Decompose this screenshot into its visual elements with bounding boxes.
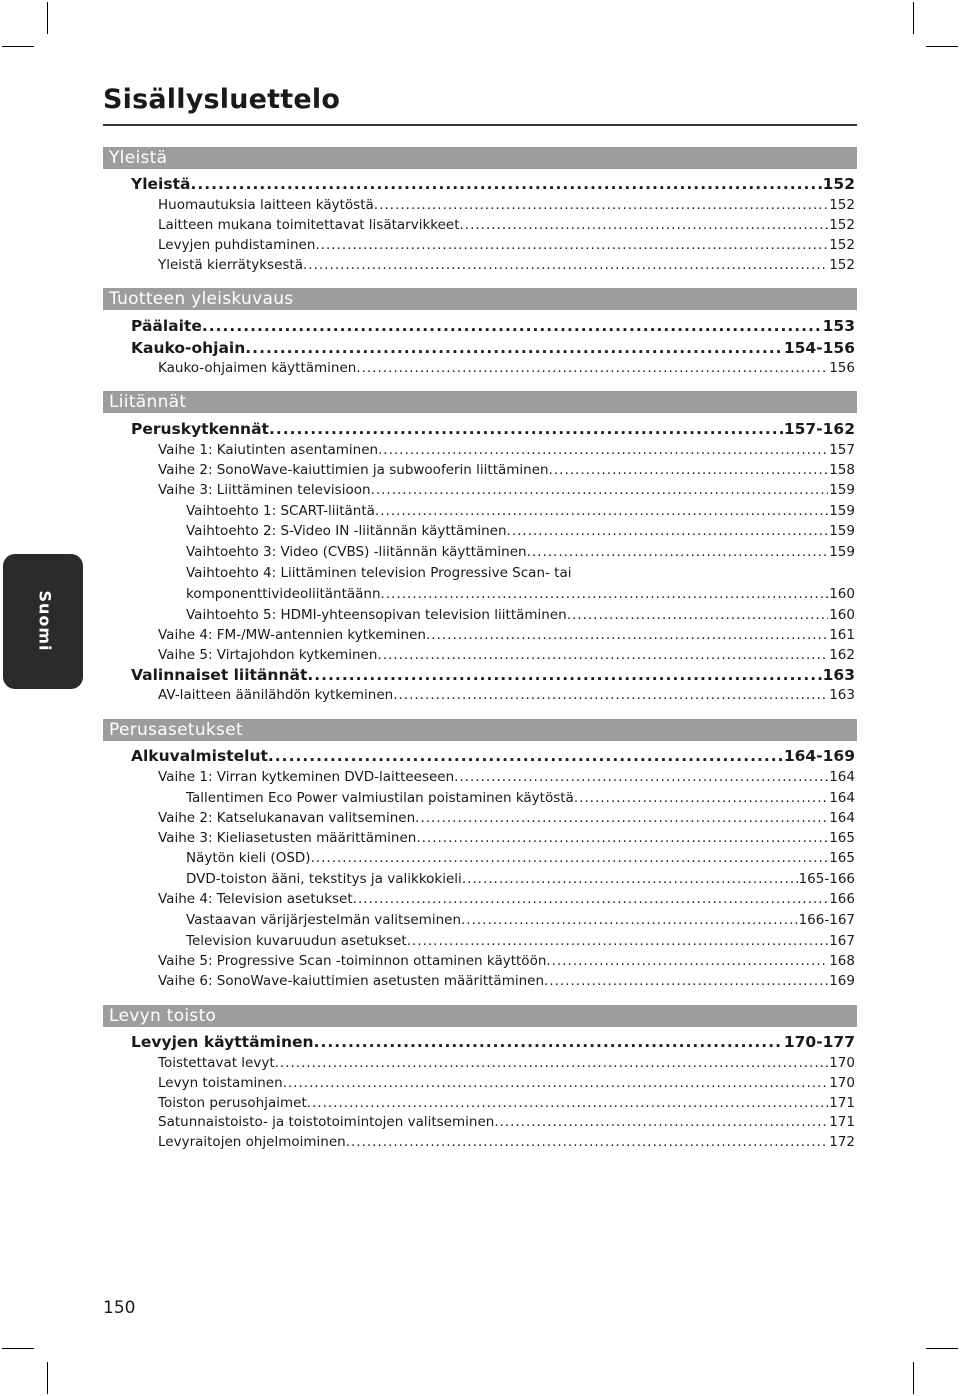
toc-entry-title: Valinnaiset liitännät (131, 666, 308, 684)
toc-entry-title: Vaihe 2: SonoWave-kaiuttimien ja subwooferin liittäminen (158, 462, 549, 478)
dot-leader (494, 1113, 828, 1132)
toc-entry-title: Kauko-ohjaimen käyttäminen (158, 360, 357, 376)
toc-entry-title: Päälaite (131, 317, 202, 335)
dot-leader (314, 1032, 783, 1052)
toc-entry[interactable] (158, 1133, 855, 1152)
dot-leader (269, 419, 783, 439)
toc-entry[interactable] (158, 1113, 855, 1132)
toc-entry[interactable] (131, 174, 855, 194)
dot-leader (374, 196, 828, 215)
toc-entry-title: Vaihtoehto 4: Liittäminen television Progressive Scan- tai (186, 565, 572, 581)
section-header: Perusasetukset (103, 719, 857, 741)
toc-entry-title: Toistettavat levyt (158, 1055, 275, 1071)
toc-page-number: 163 (829, 687, 855, 703)
toc-entry-title: Toiston perusohjaimet (158, 1095, 307, 1111)
toc-page-number: 159 (829, 544, 855, 560)
toc-page-number: 164 (829, 769, 855, 785)
toc-page-number: 164 (829, 790, 855, 806)
dot-leader (307, 1094, 828, 1113)
toc-entry-title: Vaihe 5: Progressive Scan -toiminnon ottaminen käyttöön (158, 953, 547, 969)
dot-leader (356, 359, 828, 378)
toc-entry[interactable] (158, 890, 855, 909)
dot-leader (567, 606, 829, 625)
toc-entry[interactable] (158, 1054, 855, 1073)
dot-leader (415, 809, 828, 828)
toc-entry[interactable] (131, 419, 855, 439)
toc-entry-title: Levyjen puhdistaminen (158, 237, 316, 253)
toc-entry-title: Yleistä kierrätyksestä (158, 257, 303, 273)
toc-page-number: 157 (829, 442, 855, 458)
toc-entry-title: Huomautuksia laitteen käytöstä (158, 197, 374, 213)
toc-entry[interactable] (158, 972, 855, 991)
toc-page-number: 159 (829, 523, 855, 539)
dot-leader (190, 174, 821, 194)
dot-leader (202, 316, 822, 336)
toc-entry[interactable] (158, 256, 855, 275)
dot-leader (549, 461, 829, 480)
toc-entry[interactable] (131, 338, 855, 358)
toc-page-number: 154-156 (783, 339, 855, 357)
section-header: Tuotteen yleiskuvaus (103, 288, 857, 310)
toc-page-number: 156 (829, 360, 855, 376)
section-header: Levyn toisto (103, 1005, 857, 1027)
toc-page-number: 170 (829, 1075, 855, 1091)
toc-page-number: 169 (829, 973, 855, 989)
toc-page-number: 152 (829, 257, 855, 273)
toc-page-number: 171 (829, 1114, 855, 1130)
toc-entry[interactable] (186, 849, 855, 868)
section-header: Yleistä (103, 147, 857, 169)
dot-leader (371, 481, 829, 500)
toc-page-number: 165 (829, 850, 855, 866)
toc-entry[interactable] (158, 952, 855, 971)
toc-entry-title: Levyn toistaminen (158, 1075, 283, 1091)
toc-entry[interactable] (186, 911, 855, 930)
toc-entry[interactable] (158, 626, 855, 645)
toc-entry[interactable] (186, 522, 855, 541)
toc-entry[interactable] (131, 746, 855, 766)
toc-entry-title: Vaihtoehto 2: S-Video IN -liitännän käyttäminen (186, 523, 507, 539)
toc-entry[interactable] (158, 216, 855, 235)
toc-entry-title: DVD-toiston ääni, tekstitys ja valikkokieli (186, 871, 462, 887)
toc-page-number: 165 (829, 830, 855, 846)
toc-page-number: 157-162 (783, 420, 855, 438)
toc-page-number: 164-169 (783, 747, 855, 765)
toc-entry-title: Vaihe 2: Katselukanavan valitseminen (158, 810, 416, 826)
toc-entry[interactable] (158, 646, 855, 665)
toc-entry[interactable] (158, 441, 855, 460)
dot-leader (544, 972, 828, 991)
toc-page-number: 170-177 (783, 1033, 855, 1051)
page-title: Sisällysluettelo (103, 84, 341, 115)
toc-page-number: 152 (829, 197, 855, 213)
dot-leader (461, 911, 798, 930)
dot-leader (507, 522, 829, 541)
toc-entry[interactable] (186, 789, 855, 808)
dot-leader (574, 789, 828, 808)
toc-entry-title: Vaihe 3: Liittäminen televisioon (158, 482, 371, 498)
toc-entry-title: Vaihe 3: Kieliasetusten määrittäminen (158, 830, 417, 846)
toc-entry[interactable] (158, 809, 855, 828)
toc-entry-title: Alkuvalmistelut (131, 747, 268, 765)
toc-entry[interactable] (158, 461, 855, 480)
toc-entry-title: Vaihtoehto 5: HDMI-yhteensopivan television liittäminen (186, 607, 567, 623)
toc-page-number: 163 (822, 666, 855, 684)
toc-entry-title: Vastaavan värijärjestelmän valitseminen (186, 912, 462, 928)
toc-entry[interactable] (131, 316, 855, 336)
toc-page-number: 161 (829, 627, 855, 643)
dot-leader (275, 1054, 829, 1073)
page-number: 150 (103, 1298, 136, 1318)
dot-leader (311, 849, 829, 868)
dot-leader (416, 829, 828, 848)
toc-entry[interactable] (158, 829, 855, 848)
toc-page-number: 164 (829, 810, 855, 826)
toc-entry-title: Television kuvaruudun asetukset (186, 933, 407, 949)
toc-entry-title: Peruskytkennät (131, 420, 269, 438)
toc-entry-title: Vaihe 4: FM-/MW-antennien kytkeminen (158, 627, 426, 643)
toc-entry[interactable] (158, 768, 855, 787)
toc-entry[interactable] (158, 481, 855, 500)
toc-page-number: 160 (829, 607, 855, 623)
toc-entry-title: Levyraitojen ohjelmoiminen (158, 1134, 346, 1150)
toc-entry-title: Vaihtoehto 1: SCART-liitäntä (186, 503, 375, 519)
toc-page-number: 171 (829, 1095, 855, 1111)
dot-leader (393, 686, 828, 705)
toc-entry-title: Kauko-ohjain (131, 339, 246, 357)
toc-page-number: 153 (822, 317, 855, 335)
toc-page-number: 162 (829, 647, 855, 663)
dot-leader (454, 768, 828, 787)
toc-page-number: 160 (829, 586, 855, 602)
dot-leader (407, 932, 829, 951)
dot-leader (546, 952, 828, 971)
toc-entry-title: Yleistä (131, 175, 191, 193)
toc-entry-title: Levyjen käyttäminen (131, 1033, 314, 1051)
dot-leader (460, 216, 829, 235)
toc-entry[interactable] (131, 665, 855, 685)
toc-entry-title: Vaihe 1: Virran kytkeminen DVD-laitteeseen (158, 769, 455, 785)
toc-entry-title: Vaihe 1: Kaiutinten asentaminen (158, 442, 379, 458)
toc-entry-title: Laitteen mukana toimitettavat lisätarvikkeet (158, 217, 460, 233)
dot-leader (353, 890, 829, 909)
toc-entry-title: Satunnaistoisto- ja toistotoimintojen valitseminen (158, 1114, 495, 1130)
toc-entry[interactable] (158, 1074, 855, 1093)
dot-leader (303, 256, 828, 275)
dot-leader (268, 746, 783, 766)
dot-leader (462, 870, 798, 889)
toc-entry[interactable] (186, 932, 855, 951)
toc-entry[interactable] (158, 236, 855, 255)
toc-page-number: 159 (829, 503, 855, 519)
toc-page-number: 152 (822, 175, 855, 193)
language-tab-label: Suomi (35, 590, 55, 652)
toc-page-number: 170 (829, 1055, 855, 1071)
dot-leader (375, 502, 828, 521)
dot-leader (315, 236, 828, 255)
toc-page-number: 165-166 (798, 871, 855, 887)
dot-leader (283, 1074, 829, 1093)
section-header: Liitännät (103, 391, 857, 413)
toc-entry-title: Vaihe 5: Virtajohdon kytkeminen (158, 647, 378, 663)
toc-entry-title: Näytön kieli (OSD) (186, 850, 311, 866)
toc-page-number: 152 (829, 217, 855, 233)
dot-leader (527, 543, 829, 562)
toc-entry-title: Vaihe 6: SonoWave-kaiuttimien asetusten määrittäminen (158, 973, 545, 989)
toc-entry[interactable] (186, 606, 855, 625)
toc-page-number: 172 (829, 1134, 855, 1150)
toc-entry[interactable] (158, 686, 855, 705)
dot-leader (381, 585, 829, 604)
toc-page-number: 152 (829, 237, 855, 253)
toc-entry[interactable] (131, 1032, 855, 1052)
toc-entry[interactable] (158, 196, 855, 215)
toc-entry-title: Vaihe 4: Television asetukset (158, 891, 353, 907)
toc-page-number: 168 (829, 953, 855, 969)
toc-entry-title: Tallentimen Eco Power valmiustilan poistaminen käytöstä (186, 790, 574, 806)
toc-page-number: 159 (829, 482, 855, 498)
toc-page-number: 166-167 (798, 912, 855, 928)
dot-leader (307, 665, 821, 685)
toc-entry[interactable] (186, 502, 855, 521)
toc-entry[interactable] (186, 585, 855, 604)
toc-entry[interactable] (158, 359, 855, 378)
toc-entry[interactable] (186, 543, 855, 562)
dot-leader (346, 1133, 829, 1152)
toc-entry-title: AV-laitteen äänilähdön kytkeminen (158, 687, 394, 703)
toc-entry-title-continued: komponenttivideoliitäntäänn (186, 586, 381, 602)
dot-leader (377, 646, 828, 665)
toc-page-number: 166 (829, 891, 855, 907)
toc-entry-title: Vaihtoehto 3: Video (CVBS) -liitännän käyttäminen (186, 544, 527, 560)
dot-leader (378, 441, 828, 460)
dot-leader (426, 626, 828, 645)
toc-entry[interactable] (186, 870, 855, 889)
toc-page-number: 167 (829, 933, 855, 949)
dot-leader (245, 338, 783, 358)
toc-page-number: 158 (829, 462, 855, 478)
toc-entry[interactable] (158, 1094, 855, 1113)
